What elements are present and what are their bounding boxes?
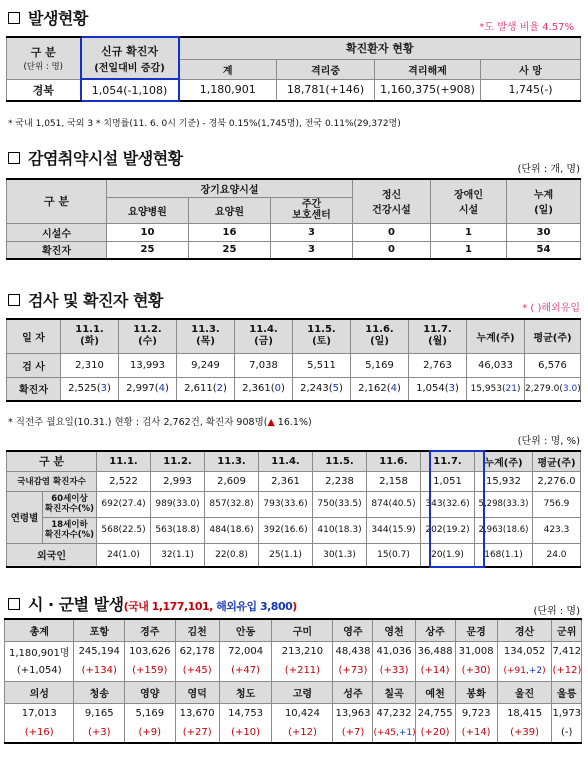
- city-daily-change: (+12): [272, 723, 333, 743]
- date-col: 11.5. (토): [293, 319, 351, 353]
- table-cell: 874(40.5): [367, 491, 421, 517]
- city-daily-change: (+10): [219, 723, 272, 743]
- city-name: 김천: [175, 619, 219, 641]
- city-total: 1,180,901명: [5, 641, 74, 661]
- city-name: 상주: [415, 619, 455, 641]
- table-cell: 10: [107, 223, 189, 241]
- city-daily-change: (+20): [415, 723, 455, 743]
- date-col: 11.6.: [367, 451, 421, 471]
- city-total: 62,178: [175, 641, 219, 661]
- table-cell: 16: [189, 223, 271, 241]
- city-total: 72,004: [219, 641, 272, 661]
- tests-table: [6, 318, 581, 402]
- value-isolating: 18,781(+146): [277, 79, 375, 101]
- date-col: 11.7. (월): [409, 319, 467, 353]
- date-header: 일 자: [7, 319, 61, 353]
- nursing-hospital-header: 요양병원: [107, 197, 189, 223]
- table-cell: 484(18.6): [205, 517, 259, 543]
- city-name: 영덕: [175, 681, 219, 703]
- age-table-unit: (단위 : 명, %): [517, 436, 580, 447]
- table-cell: 15(0.7): [367, 543, 421, 567]
- checkbox-square-icon: [8, 294, 20, 306]
- city-name: 성주: [333, 681, 373, 703]
- table-cell: 2,963(18.6): [475, 517, 533, 543]
- city-name: 영주: [333, 619, 373, 641]
- facilities-row-label: 확진자: [7, 241, 107, 259]
- city-county-table: [4, 618, 582, 744]
- city-name: 경산: [497, 619, 552, 641]
- foreigner-label: 외국인: [7, 543, 97, 567]
- facilities-gubun-header: 구 분: [7, 179, 107, 223]
- table-cell: 30: [507, 223, 581, 241]
- date-col: 11.3. (목): [177, 319, 235, 353]
- city-daily-change: (+14): [415, 661, 455, 681]
- table-cell: 24.0: [533, 543, 581, 567]
- city-daily-change: (+73): [333, 661, 373, 681]
- table-cell: 2,997(4): [119, 377, 177, 401]
- table-cell: 46,033: [467, 353, 525, 377]
- city-daily-change: (+91,+2): [497, 661, 552, 681]
- table-cell: 2,310: [61, 353, 119, 377]
- city-total: 31,008: [455, 641, 497, 661]
- table-cell: 7,038: [235, 353, 293, 377]
- table-cell: 15,932: [475, 471, 533, 491]
- value-released: 1,160,375(+908): [375, 79, 481, 101]
- city-total: 1,973: [552, 703, 582, 723]
- tests-row-label: 검 사: [7, 353, 61, 377]
- city-total: 134,052: [497, 641, 552, 661]
- date-col: 11.5.: [313, 451, 367, 471]
- table-cell: 750(33.5): [313, 491, 367, 517]
- checkbox-square-icon: [8, 152, 20, 164]
- city-daily-change: (+16): [5, 723, 74, 743]
- occurrence-rate-note: *도 발생 비율 4.57%: [479, 22, 574, 33]
- city-total: 14,753: [219, 703, 272, 723]
- table-cell: 2,993: [151, 471, 205, 491]
- table-cell: 1: [431, 241, 507, 259]
- city-daily-change: (+134): [74, 661, 125, 681]
- date-col-average: 평균(주): [525, 319, 581, 353]
- city-total: 245,194: [74, 641, 125, 661]
- table-cell: 2,763: [409, 353, 467, 377]
- city-total: 18,415: [497, 703, 552, 723]
- age60-label: 60세이상 확진자수(%): [43, 491, 97, 517]
- value-deaths: 1,745(-): [481, 79, 581, 101]
- table-cell: 692(27.4): [97, 491, 151, 517]
- city-total: 17,013: [5, 703, 74, 723]
- city-name: 영양: [125, 681, 176, 703]
- col-header-released: 격리해제: [375, 59, 481, 79]
- city-daily-change: (+45,+1): [373, 723, 415, 743]
- city-daily-change: (+14): [455, 723, 497, 743]
- table-cell: 5,298(33.3): [475, 491, 533, 517]
- city-total: 5,169: [125, 703, 176, 723]
- city-total: 213,210: [272, 641, 333, 661]
- city-name: 군위: [552, 619, 582, 641]
- table-cell: 392(16.6): [259, 517, 313, 543]
- date-col: 11.2.: [151, 451, 205, 471]
- table-cell: 2,158: [367, 471, 421, 491]
- value-new-cases: 1,054(-1,108): [81, 79, 179, 101]
- disability-header: 장애인 시설: [431, 179, 507, 223]
- city-name: 봉화: [455, 681, 497, 703]
- table-cell: 20(1.9): [421, 543, 475, 567]
- table-cell: 3: [271, 223, 353, 241]
- city-name: 영천: [373, 619, 415, 641]
- date-col: 11.1.: [97, 451, 151, 471]
- confirmed-status-header: 확진환자 현황: [179, 37, 581, 59]
- age-group-label: 연령별: [7, 491, 43, 543]
- age-gubun-header: 구 분: [7, 451, 97, 471]
- new-cases-header: 신규 확진자 (전일대비 증감): [81, 37, 179, 79]
- section-title-tests-confirmed: 검사 및 확진자 현황: [8, 288, 163, 311]
- section-title-occurrence: 발생현황: [8, 6, 88, 29]
- city-total: 103,626: [125, 641, 176, 661]
- table-cell: 6,576: [525, 353, 581, 377]
- city-total: 13,963: [333, 703, 373, 723]
- table-cell: 22(0.8): [205, 543, 259, 567]
- date-col: 11.1. (화): [61, 319, 119, 353]
- city-total: 48,438: [333, 641, 373, 661]
- city-name: 칠곡: [373, 681, 415, 703]
- city-name: 울릉: [552, 681, 582, 703]
- city-daily-change: (+159): [125, 661, 176, 681]
- previous-week-summary: * 직전주 월요일(10.31.) 현황 : 검사 2,762건, 확진자 908명(▲ 16.1%): [8, 417, 312, 428]
- overseas-note: * ( )해외유입: [522, 303, 580, 314]
- table-cell: 0: [353, 241, 431, 259]
- table-cell: 0: [353, 223, 431, 241]
- section-title-city-county: 시 · 군별 발생(국내 1,177,101, 해외유입 3,800): [8, 592, 297, 615]
- confirmed-row-label: 확진자: [7, 377, 61, 401]
- table-cell: 54: [507, 241, 581, 259]
- table-cell: 168(1.1): [475, 543, 533, 567]
- date-col: 11.2. (수): [119, 319, 177, 353]
- city-name: 포항: [74, 619, 125, 641]
- table-cell: 32(1.1): [151, 543, 205, 567]
- date-col-cumulative: 누계(주): [475, 451, 533, 471]
- table-cell: 344(15.9): [367, 517, 421, 543]
- city-name: 청송: [74, 681, 125, 703]
- city-daily-change: (+47): [219, 661, 272, 681]
- table-cell: 3: [271, 241, 353, 259]
- age18-label: 18세이하 확진자수(%): [43, 517, 97, 543]
- table-cell: 15,953(21): [467, 377, 525, 401]
- date-col: 11.3.: [205, 451, 259, 471]
- city-total: 36,488: [415, 641, 455, 661]
- table-cell: 25: [107, 241, 189, 259]
- date-col-today: 11.7.: [421, 451, 475, 471]
- date-col: 11.4. (금): [235, 319, 293, 353]
- city-unit: (단위 : 명): [533, 606, 580, 617]
- occurrence-table: [6, 36, 581, 102]
- city-name: 경주: [125, 619, 176, 641]
- city-total: 13,670: [175, 703, 219, 723]
- table-cell: 2,611(2): [177, 377, 235, 401]
- city-daily-change: (+3): [74, 723, 125, 743]
- col-header-isolating: 격리중: [277, 59, 375, 79]
- table-cell: 25: [189, 241, 271, 259]
- city-name: 울진: [497, 681, 552, 703]
- table-cell: 1,054(3): [409, 377, 467, 401]
- city-daily-change: (+39): [497, 723, 552, 743]
- table-cell: 568(22.5): [97, 517, 151, 543]
- city-daily-change: (-): [552, 723, 582, 743]
- mental-health-header: 정신 건강시설: [353, 179, 431, 223]
- date-col-cumulative: 누계(주): [467, 319, 525, 353]
- facilities-table: [6, 178, 581, 260]
- table-cell: 2,243(5): [293, 377, 351, 401]
- table-cell: 793(33.6): [259, 491, 313, 517]
- city-name: 청도: [219, 681, 272, 703]
- date-col: 11.4.: [259, 451, 313, 471]
- city-daily-change: (+7): [333, 723, 373, 743]
- up-arrow-icon: ▲: [267, 417, 275, 428]
- table-cell: 13,993: [119, 353, 177, 377]
- city-daily-change: (+27): [175, 723, 219, 743]
- table-cell: 2,525(3): [61, 377, 119, 401]
- checkbox-square-icon: [8, 12, 20, 24]
- table-cell: 343(32.6): [421, 491, 475, 517]
- table-cell: 1: [431, 223, 507, 241]
- table-cell: 989(33.0): [151, 491, 205, 517]
- table-cell: 2,162(4): [351, 377, 409, 401]
- table-cell: 30(1.3): [313, 543, 367, 567]
- table-cell: 5,169: [351, 353, 409, 377]
- table-cell: 2,361: [259, 471, 313, 491]
- city-name: 예천: [415, 681, 455, 703]
- table-cell: 5,511: [293, 353, 351, 377]
- table-cell: 2,522: [97, 471, 151, 491]
- facilities-unit: (단위 : 개, 명): [517, 164, 580, 175]
- row-label-gyeongbuk: 경북: [7, 79, 81, 101]
- city-daily-change: (+9): [125, 723, 176, 743]
- city-daily-change: (+12): [552, 661, 582, 681]
- checkbox-square-icon: [8, 598, 20, 610]
- domestic-label: 국내감염 확진자수: [7, 471, 97, 491]
- table-cell: 2,361(0): [235, 377, 293, 401]
- section-title-vulnerable-facilities: 감염취약시설 발생현황: [8, 146, 183, 169]
- col-header-deaths: 사 망: [481, 59, 581, 79]
- value-total: 1,180,901: [179, 79, 277, 101]
- city-daily-change: (+1,054): [5, 661, 74, 681]
- table-cell: 25(1.1): [259, 543, 313, 567]
- city-name: 고령: [272, 681, 333, 703]
- facilities-row-label: 시설수: [7, 223, 107, 241]
- table-cell: 410(18.3): [313, 517, 367, 543]
- city-total: 9,165: [74, 703, 125, 723]
- age-breakdown-table: [6, 450, 581, 568]
- city-daily-change: (+45): [175, 661, 219, 681]
- table-cell: 2,279.0(3.0): [525, 377, 581, 401]
- city-daily-change: (+33): [373, 661, 415, 681]
- table-cell: 756.9: [533, 491, 581, 517]
- table-cell: 202(19.2): [421, 517, 475, 543]
- city-name: 의성: [5, 681, 74, 703]
- col-header-total: 계: [179, 59, 277, 79]
- city-daily-change: (+211): [272, 661, 333, 681]
- table-cell: 2,276.0: [533, 471, 581, 491]
- city-total: 47,232: [373, 703, 415, 723]
- city-total: 9,723: [455, 703, 497, 723]
- table-cell: 2,609: [205, 471, 259, 491]
- occurrence-footnote: * 국내 1,051, 국외 3 * 치명률(11. 6. 0시 기준) - 경북 0.15%(1,745명), 전국 0.11%(29,372명): [8, 119, 401, 129]
- table-cell: 2,238: [313, 471, 367, 491]
- cumulative-header: 누계 (일): [507, 179, 581, 223]
- gubun-header: 구 분 (단위 : 명): [7, 37, 81, 79]
- city-total: 24,755: [415, 703, 455, 723]
- city-daily-change: (+30): [455, 661, 497, 681]
- long-term-care-header: 장기요양시설: [107, 179, 353, 197]
- city-name: 구미: [272, 619, 333, 641]
- city-total: 7,412: [552, 641, 582, 661]
- table-cell: 1,051: [421, 471, 475, 491]
- nursing-home-header: 요양원: [189, 197, 271, 223]
- city-total: 10,424: [272, 703, 333, 723]
- date-col-average: 평균(주): [533, 451, 581, 471]
- city-name: 문경: [455, 619, 497, 641]
- table-cell: 563(18.8): [151, 517, 205, 543]
- city-name: 안동: [219, 619, 272, 641]
- day-care-header: 주간 보호센터: [271, 197, 353, 223]
- city-total: 41,036: [373, 641, 415, 661]
- table-cell: 9,249: [177, 353, 235, 377]
- city-name: 총계: [5, 619, 74, 641]
- table-cell: 857(32.8): [205, 491, 259, 517]
- table-cell: 423.3: [533, 517, 581, 543]
- date-col: 11.6. (일): [351, 319, 409, 353]
- table-cell: 24(1.0): [97, 543, 151, 567]
